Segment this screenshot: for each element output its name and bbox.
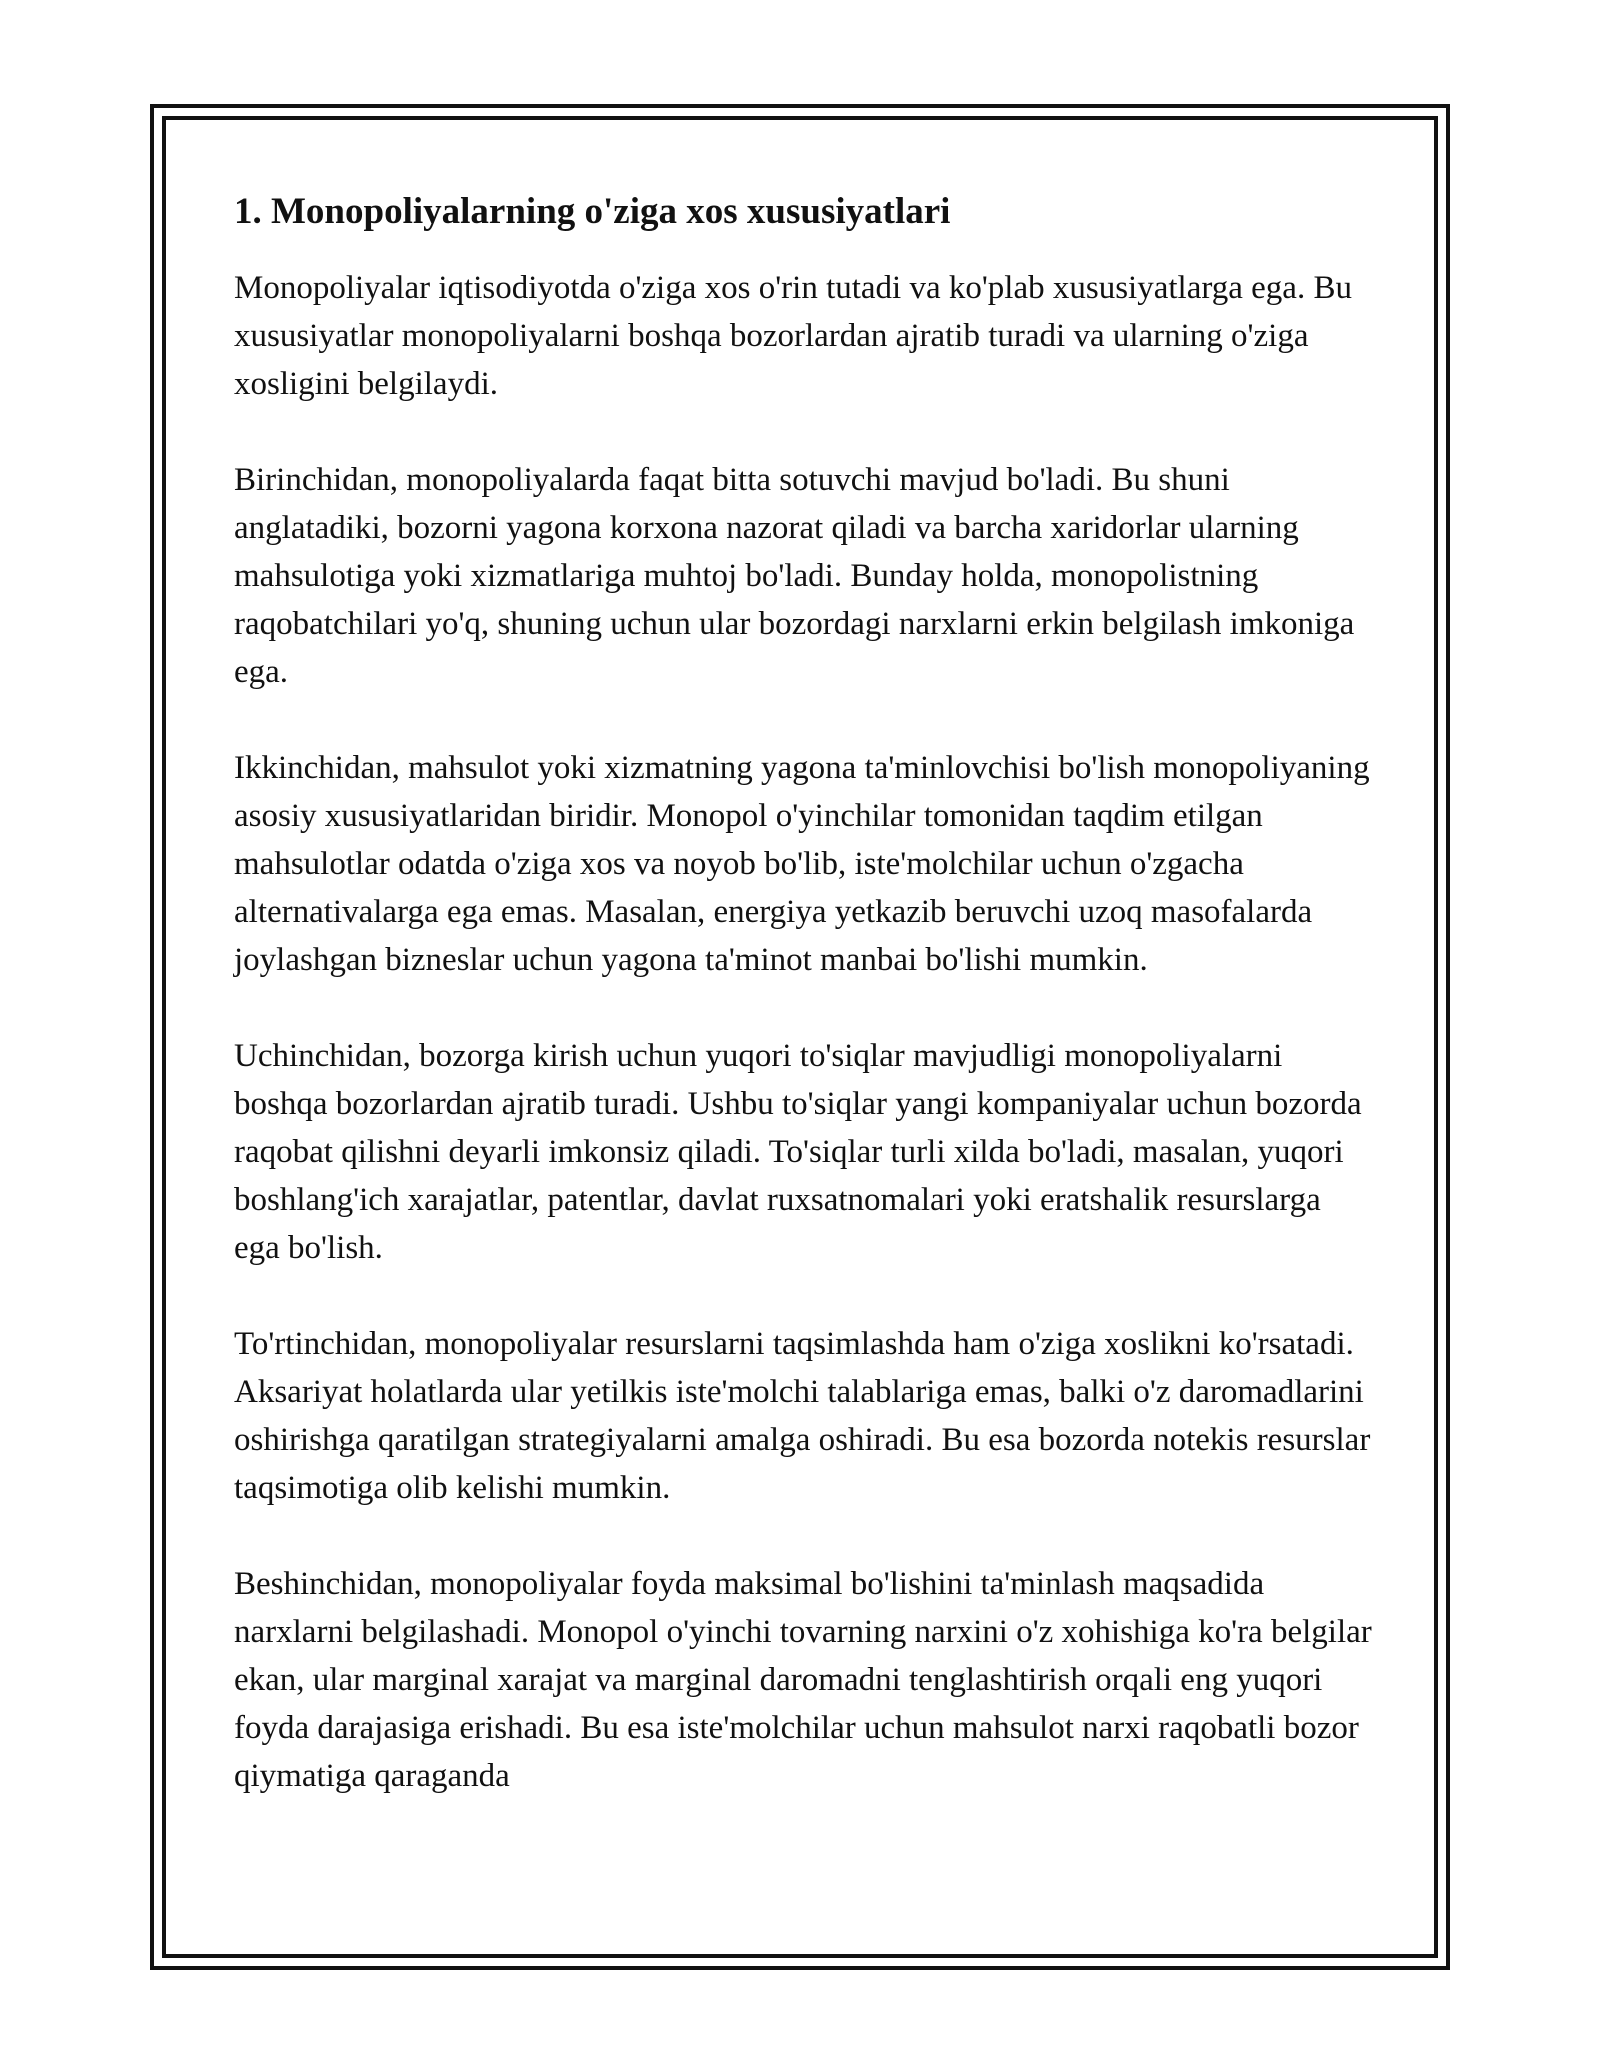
paragraph-second-feature: Ikkinchidan, mahsulot yoki xizmatning yagona ta'minlovchisi bo'lish monopoliyaning asosiy xususiyatlaridan biridir. Monopol o'yinchilar tomonidan taqdim etilgan mahsulotlar odatda o'ziga xos va noyob bo'lib, iste'molchilar uchun o'zgacha alternativalarga ega emas. Masalan, energiya yetkazib beruvchi uzoq masofalarda joylashgan bizneslar uchun yagona ta'minot manbai bo'lishi mumkin.: [234, 750, 1370, 978]
section-heading: 1. Monopoliyalarning o'ziga xos xususiyatlari: [234, 191, 951, 232]
paragraph-first-feature: Birinchidan, monopoliyalarda faqat bitta sotuvchi mavjud bo'ladi. Bu shuni anglatadiki, bozorni yagona korxona nazorat qiladi va barcha xaridorlar ularning mahsulotiga yoki xizmatlariga muhtoj bo'ladi. Bunday holda, monopolistning raqobatchilari yo'q, shuning uchun ular bozordagi narxlarni erkin belgilash imkoniga ega.: [234, 462, 1355, 690]
paragraph-third-feature: Uchinchidan, bozorga kirish uchun yuqori to'siqlar mavjudligi monopoliyalarni boshqa bozorlardan ajratib turadi. Ushbu to'siqlar yangi kompaniyalar uchun bozorda raqobat qilishni deyarli imkonsiz qiladi. To'siqlar turli xilda bo'ladi, masalan, yuqori boshlang'ich xarajatlar, patentlar, davlat ruxsatnomalari yoki eratshalik resurslarga ega bo'lish.: [234, 1038, 1362, 1266]
document-body: [234, 186, 1374, 1800]
paragraph-fourth-feature: To'rtinchidan, monopoliyalar resurslarni taqsimlashda ham o'ziga xoslikni ko'rsatadi. Aksariyat holatlarda ular yetilkis iste'molchi talablariga emas, balki o'z daromadlarini oshirishga qaratilgan strategiyalarni amalga oshiradi. Bu esa bozorda notekis resurslar taqsimotiga olib kelishi mumkin.: [234, 1326, 1371, 1506]
paragraph-fifth-feature: Beshinchidan, monopoliyalar foyda maksimal bo'lishini ta'minlash maqsadida narxlarni belgilashadi. Monopol o'yinchi tovarning narxini o'z xohishiga ko'ra belgilar ekan, ular marginal xarajat va marginal daromadni tenglashtirish orqali eng yuqori foyda darajasiga erishadi. Bu esa iste'molchilar uchun mahsulot narxi raqobatli bozor qiymatiga qaraganda: [234, 1566, 1372, 1794]
paragraph-intro: Monopoliyalar iqtisodiyotda o'ziga xos o'rin tutadi va ko'plab xususiyatlarga ega. Bu xususiyatlar monopoliyalarni boshqa bozorlardan ajratib turadi va ularning o'ziga xosligini belgilaydi.: [234, 270, 1352, 402]
